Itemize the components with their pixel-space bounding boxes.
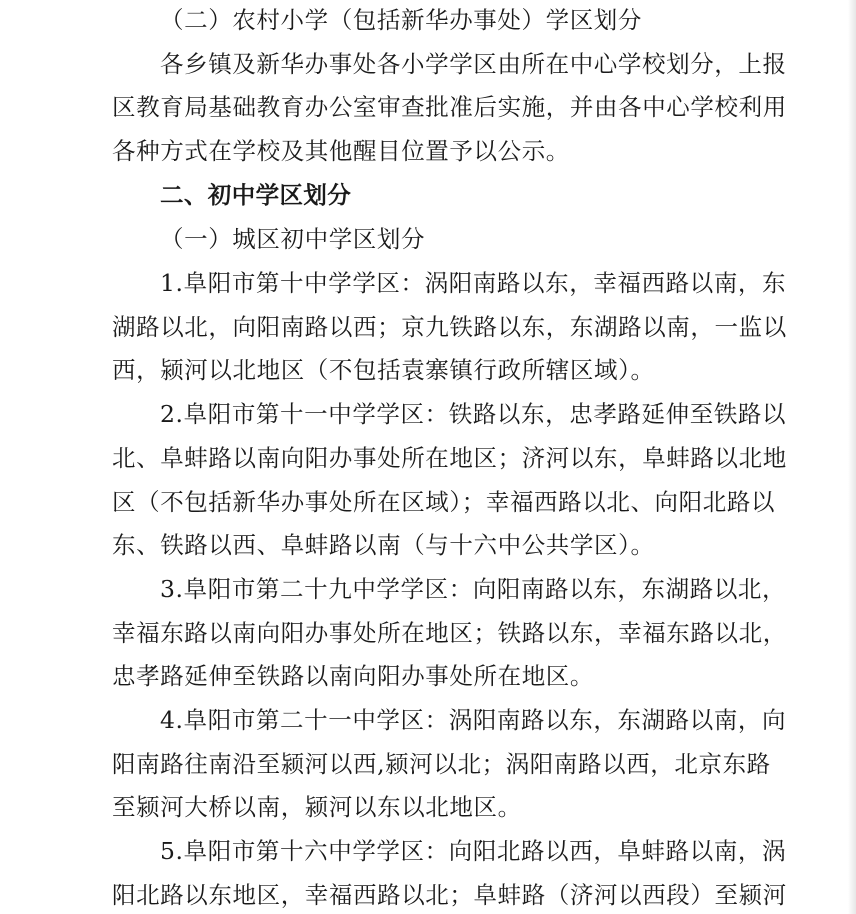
paragraph-line: 2.阜阳市第十一中学学区：铁路以东，忠孝路延伸至铁路以 [160, 400, 787, 428]
paragraph-line: 湖路以北，向阳南路以西；京九铁路以东，东湖路以南，一监以 [112, 313, 787, 341]
paragraph-line: 忠孝路延伸至铁路以南向阳办事处所在地区。 [112, 662, 594, 690]
paragraph-line: 各种方式在学校及其他醒目位置予以公示。 [112, 137, 570, 165]
paragraph-line: 各乡镇及新华办事处各小学学区由所在中心学校划分，上报 [160, 50, 787, 78]
paragraph-line: 至颍河大桥以南，颍河以东以北地区。 [112, 793, 522, 821]
paragraph-line: 区教育局基础教育办公室审查批准后实施，并由各中心学校利用 [112, 93, 787, 121]
paragraph-line: 阳北路以东地区，幸福西路以北；阜蚌路（济河以西段）至颍河 [112, 881, 787, 909]
paragraph-line: 4.阜阳市第二十一中学区：涡阳南路以东，东湖路以南，向 [160, 706, 787, 734]
paragraph-line: 东、铁路以西、阜蚌路以南（与十六中公共学区）。 [112, 531, 655, 559]
section-heading-junior-high: 二、初中学区划分 [160, 181, 352, 209]
subsection-heading-urban-junior: （一）城区初中学区划分 [160, 225, 426, 253]
paragraph-line: 5.阜阳市第十六中学学区：向阳北路以西，阜蚌路以南，涡 [160, 837, 787, 865]
paragraph-line: 区（不包括新华办事处所在区域）；幸福西路以北、向阳北路以 [112, 488, 776, 516]
paragraph-line: 3.阜阳市第二十九中学学区：向阳南路以东，东湖路以北， [160, 575, 787, 603]
paragraph-line: 北、阜蚌路以南向阳办事处所在地区；济河以东，阜蚌路以北地 [112, 444, 787, 472]
page-edge-shadow [848, 0, 856, 914]
paragraph-line: 幸福东路以南向阳办事处所在地区；铁路以东，幸福东路以北， [112, 619, 787, 647]
paragraph-line: 阳南路往南沿至颍河以西,颍河以北；涡阳南路以西，北京东路 [112, 750, 771, 778]
paragraph-line: 1.阜阳市第十中学学区：涡阳南路以东，幸福西路以南，东 [160, 269, 787, 297]
subsection-heading-rural-primary: （二）农村小学（包括新华办事处）学区划分 [160, 6, 642, 34]
paragraph-line: 西，颍河以北地区（不包括袁寨镇行政所辖区域）。 [112, 356, 655, 384]
